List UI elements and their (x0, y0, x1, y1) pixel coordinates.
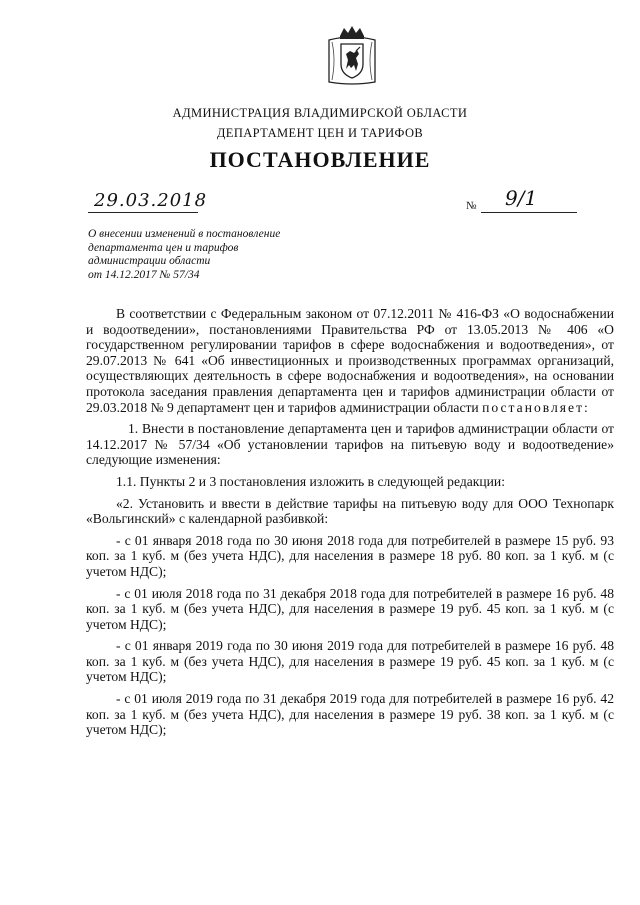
preamble-text: В соответствии с Федеральным законом от 07.12.2011 № 416-ФЗ «О водоснабжении и водоотведении», постановлениями Правительства РФ от 13.05.2013 № 406 «О государственном регулировании тарифов в сфере водоснабжения и водоотведения», от 29.07.2013 № 641 «Об инвестиционных и производственных программах организаций, осуществляющих деятельность в сфере водоснабжения и водоотведения», на основании протокола заседания правления департамента цен и тарифов администрации области от 29.03.2018 № 9 департамент цен и тарифов администрации области (86, 306, 614, 415)
tariff-period-paragraph: - с 01 июля 2018 года по 31 декабря 2018 года для потребителей в размере 16 руб. 48 коп. за 1 куб. м (без учета НДС), для населения в размере 19 руб. 45 коп. за 1 куб. м (с учетом НДС); (86, 585, 614, 632)
number-underline (481, 212, 577, 213)
number-label: № (466, 200, 477, 212)
subject-line: администрации области (88, 255, 211, 267)
item-1-paragraph: 1. Внести в постановление департамента цен и тарифов администрации области от 14.12.2017 № 57/34 «Об установлении тарифов на питьевую воду и водоотведение» следующие изменения: (86, 421, 614, 468)
tariff-period-paragraph: - с 01 января 2019 года по 30 июня 2019 года для потребителей в размере 16 руб. 48 коп. за 1 куб. м (без учета НДС), для населения в размере 19 руб. 45 коп. за 1 куб. м (с учетом НДС); (86, 638, 614, 685)
document-subject (88, 228, 328, 282)
document-number: 9/1 (505, 186, 538, 210)
coat-of-arms-icon (326, 24, 378, 86)
date-underline (88, 212, 198, 213)
subject-line: О внесении изменений в постановление (88, 228, 281, 240)
organization-name: АДМИНИСТРАЦИЯ ВЛАДИМИРСКОЙ ОБЛАСТИ (172, 106, 468, 120)
document-date: 29.03.2018 (94, 190, 208, 211)
document-title: ПОСТАНОВЛЕНИЕ (209, 147, 431, 172)
item-2-paragraph: «2. Установить и ввести в действие тарифы на питьевую воду для ООО Технопарк «Вольгинский» с календарной разбивкой: (86, 495, 614, 527)
document-body (86, 306, 614, 738)
subject-line: департамента цен и тарифов (88, 241, 239, 254)
tariff-period-paragraph: - с 01 января 2018 года по 30 июня 2018 года для потребителей в размере 15 руб. 93 коп. за 1 куб. м (без учета НДС), для населения в размере 18 руб. 80 коп. за 1 куб. м (с учетом НДС); (86, 532, 614, 579)
preamble-verb: постановляет: (482, 399, 590, 415)
department-name: ДЕПАРТАМЕНТ ЦЕН И ТАРИФОВ (216, 126, 424, 140)
preamble-paragraph (86, 306, 614, 415)
item-1-1-paragraph: 1.1. Пункты 2 и 3 постановления изложить в следующей редакции: (116, 473, 505, 489)
tariff-period-paragraph: - с 01 июля 2019 года по 31 декабря 2019 года для потребителей в размере 16 руб. 42 коп. за 1 куб. м (без учета НДС), для населения в размере 19 руб. 38 коп. за 1 куб. м (с учетом НДС); (86, 691, 614, 738)
subject-line: от 14.12.2017 № 57/34 (88, 268, 200, 281)
